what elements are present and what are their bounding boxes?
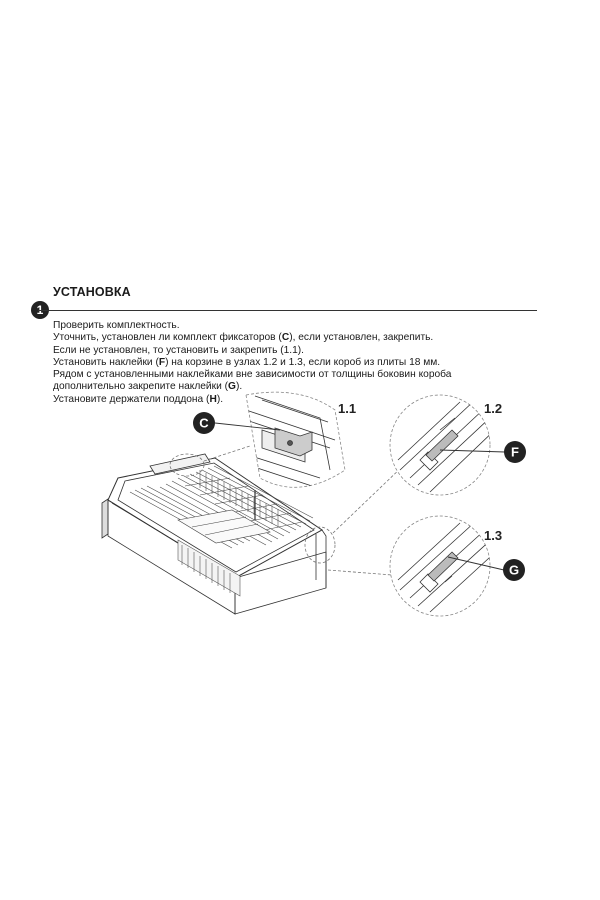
- detail-label-1-1: 1.1: [338, 401, 357, 416]
- instruction-line: дополнительно закрепите наклейки (G).: [53, 381, 243, 393]
- detail-label-1-2: 1.2: [484, 401, 503, 416]
- callout-c-label: C: [199, 415, 209, 431]
- detail-1-1: [246, 392, 345, 488]
- instruction-line: Если не установлен, то установить и закрепить (1.1).: [53, 344, 304, 356]
- instruction-line: Рядом с установленными наклейками вне зависимости от толщины боковин короба: [53, 369, 452, 381]
- callout-f-label: F: [511, 444, 519, 460]
- page-title: УСТАНОВКА: [53, 285, 131, 299]
- instruction-line: Установите держатели поддона (H).: [53, 393, 224, 405]
- callout-g-label: G: [508, 562, 520, 578]
- instruction-line: Уточнить, установлен ли комплект фиксаторов (C), если установлен, закрепить.: [53, 332, 434, 344]
- instruction-line: Установить наклейки (F) на корзине в узлах 1.2 и 1.3, если короб из плиты 18 мм.: [53, 356, 441, 368]
- detail-label-1-3: 1.3: [484, 528, 503, 543]
- instruction-line: Проверить комплектность.: [53, 320, 180, 331]
- lower-tray-rack: [178, 540, 240, 596]
